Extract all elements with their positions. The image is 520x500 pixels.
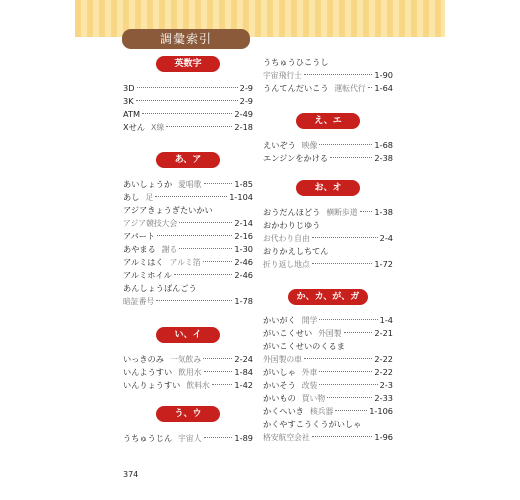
section-o: [263, 180, 393, 271]
entry-page: 1-4: [379, 315, 393, 325]
index-entry: [263, 56, 393, 69]
entry-page: 2-33: [374, 393, 393, 403]
entry-page: 2-4: [379, 233, 393, 243]
index-entry: [263, 82, 393, 95]
index-entry: [263, 69, 393, 82]
section-eisuuji: [123, 56, 253, 134]
entry-meaning: アルミ箔: [169, 258, 201, 267]
entry-page: 2-46: [234, 257, 253, 267]
entry-page: 2-18: [234, 122, 253, 132]
index-entry: [123, 82, 253, 95]
entry-kana: かいがく: [263, 315, 296, 325]
index-entry: [263, 327, 393, 340]
entry-page: 1-90: [374, 70, 393, 80]
index-entry: [123, 243, 253, 256]
entry-page: 1-85: [234, 179, 253, 189]
dot-leader: [204, 371, 233, 372]
dot-leader: [319, 319, 377, 320]
index-entry: [123, 121, 253, 134]
dot-leader: [204, 437, 233, 438]
dot-leader: [327, 397, 372, 398]
entry-meaning: 謝る: [161, 245, 178, 254]
dot-leader: [142, 113, 232, 114]
entry-kana: がいこくせい: [263, 328, 313, 338]
section-a: [123, 152, 253, 308]
dot-leader: [319, 144, 372, 145]
entry-meaning: 宇宙飛行士: [263, 71, 302, 80]
entry-page: 2-22: [374, 367, 393, 377]
entry-meaning: 核兵器: [309, 407, 334, 416]
dot-leader: [335, 410, 367, 411]
index-entry: [123, 230, 253, 243]
entry-kana: いんようすい: [123, 367, 173, 377]
section-header: う、ウ: [156, 406, 220, 422]
entry-page: 2-22: [374, 354, 393, 364]
entry-page: 1-68: [374, 140, 393, 150]
entry-meaning: 一気飲み: [169, 355, 202, 364]
index-entry: [263, 431, 393, 444]
dot-leader: [304, 74, 372, 75]
index-entry: [263, 340, 393, 353]
entry-page: 2-9: [239, 83, 253, 93]
dot-leader: [174, 274, 233, 275]
section-u-cont: [263, 56, 393, 95]
entry-meaning: 改装: [301, 381, 318, 390]
entry-page: 1-30: [234, 244, 253, 254]
dot-leader: [203, 261, 233, 262]
entry-meaning: アジア競技大会: [123, 219, 178, 228]
entry-meaning: 買い物: [301, 394, 326, 403]
dot-leader: [157, 235, 232, 236]
dot-leader: [360, 211, 373, 212]
entry-meaning: 折り返し地点: [263, 260, 310, 269]
dot-leader: [368, 87, 373, 88]
index-entry: [123, 379, 253, 392]
index-entry: [263, 418, 393, 431]
index-entry: [263, 366, 393, 379]
entry-kana: おかわりじゆう: [263, 220, 321, 230]
entry-kana: あんしょうばんごう: [123, 283, 197, 293]
entry-page: 1-64: [374, 83, 393, 93]
index-entry: [123, 108, 253, 121]
index-entry: [123, 366, 253, 379]
entry-meaning: お代わり自由: [263, 234, 310, 243]
entry-meaning: 格安航空会社: [263, 433, 310, 442]
dot-leader: [156, 300, 232, 301]
entry-kana: おりかえしちてん: [263, 246, 329, 256]
entry-page: 1-38: [374, 207, 393, 217]
entry-kana: ATM: [123, 109, 141, 119]
entry-kana: アジアきょうぎたいかい: [123, 205, 213, 215]
entry-page: 2-38: [374, 153, 393, 163]
entry-page: 2-24: [234, 354, 253, 364]
index-entry: [123, 191, 253, 204]
entry-meaning: 開学: [301, 316, 318, 325]
section-ka: [263, 289, 393, 444]
entry-meaning: 外国製の車: [263, 355, 302, 364]
dot-leader: [166, 126, 232, 127]
dot-leader: [179, 248, 232, 249]
section-i: [123, 327, 253, 392]
section-header: 英数字: [156, 56, 220, 72]
index-entry: [263, 258, 393, 271]
index-entry: [263, 206, 393, 219]
entry-meaning: 足: [145, 193, 154, 202]
index-entry: [263, 232, 393, 245]
entry-meaning: 運転代行: [334, 84, 366, 93]
dot-leader: [330, 157, 372, 158]
entry-page: 2-14: [234, 218, 253, 228]
entry-kana: かいそう: [263, 380, 296, 390]
entry-meaning: 外車: [301, 368, 318, 377]
entry-page: 1-104: [229, 192, 253, 202]
index-entry: [263, 392, 393, 405]
entry-meaning: 飲料水: [186, 381, 210, 390]
entry-kana: いっきのみ: [123, 354, 164, 364]
entry-page: 1-89: [234, 433, 253, 443]
entry-page: 1-72: [374, 259, 393, 269]
entry-kana: あいしょうか: [123, 179, 173, 189]
index-entry: [263, 139, 393, 152]
entry-kana: かくやすこうくうがいしゃ: [263, 419, 362, 429]
entry-page: 2-16: [234, 231, 253, 241]
dot-leader: [204, 183, 233, 184]
entry-page: 1-96: [374, 432, 393, 442]
dot-leader: [344, 332, 373, 333]
entry-kana: かいもの: [263, 393, 296, 403]
index-entry: [123, 282, 253, 295]
index-entry: [123, 95, 253, 108]
entry-kana: がいこくせいのくるま: [263, 341, 345, 351]
index-entry: [123, 204, 253, 217]
index-entry: [263, 314, 393, 327]
dot-leader: [312, 436, 373, 437]
entry-page: 2-9: [239, 96, 253, 106]
entry-kana: かくへいき: [263, 406, 304, 416]
dot-leader: [304, 358, 372, 359]
entry-meaning: 暗証番号: [123, 297, 155, 306]
index-entry: [263, 353, 393, 366]
index-entry: [263, 219, 393, 232]
index-entry: [263, 152, 393, 165]
entry-kana: あし: [123, 192, 140, 202]
index-entry: [123, 256, 253, 269]
index-entry: [123, 178, 253, 191]
entry-page: 1-78: [234, 296, 253, 306]
entry-page: 2-3: [379, 380, 393, 390]
entry-kana: うちゅうひこうし: [263, 57, 329, 67]
index-entry: [123, 353, 253, 366]
section-u: [123, 406, 253, 445]
entry-kana: あやまる: [123, 244, 156, 254]
dot-leader: [319, 384, 377, 385]
section-header: か、カ、が、ガ: [288, 289, 368, 305]
dot-leader: [212, 384, 233, 385]
entry-kana: アルミホイル: [123, 270, 172, 280]
entry-page: 1-84: [234, 367, 253, 377]
entry-page: 1-42: [234, 380, 253, 390]
section-header: お、オ: [296, 180, 360, 196]
index-entry: [263, 405, 393, 418]
dot-leader: [137, 87, 238, 88]
entry-kana: がいしゃ: [263, 367, 296, 377]
entry-kana: いんりょうすい: [123, 380, 181, 390]
index-entry: [263, 379, 393, 392]
entry-page: 2-21: [374, 328, 393, 338]
index-entry: [123, 269, 253, 282]
entry-kana: うんてんだいこう: [263, 83, 329, 93]
index-entry: [123, 432, 253, 445]
entry-kana: うちゅうじん: [123, 433, 173, 443]
section-header: え、エ: [296, 113, 360, 129]
entry-kana: アパート: [123, 231, 156, 241]
dot-leader: [312, 263, 373, 264]
section-header: あ、ア: [156, 152, 220, 168]
entry-page: 2-49: [234, 109, 253, 119]
entry-meaning: 外国製: [318, 329, 342, 338]
entry-meaning: 飲用水: [178, 368, 202, 377]
index-entry: [123, 217, 253, 230]
entry-kana: えいぞう: [263, 140, 296, 150]
dot-leader: [203, 358, 232, 359]
page-number: 374: [123, 470, 139, 479]
entry-kana: エンジンをかける: [263, 153, 329, 163]
dot-leader: [312, 237, 378, 238]
entry-page: 1-106: [369, 406, 393, 416]
dot-leader: [155, 196, 227, 197]
dot-leader: [136, 100, 238, 101]
section-header: い、イ: [156, 327, 220, 343]
index-entry: [263, 245, 393, 258]
entry-kana: 3D: [123, 83, 135, 93]
dot-leader: [179, 222, 232, 223]
index-entry: [123, 295, 253, 308]
entry-kana: Xせん: [123, 122, 145, 132]
entry-kana: 3K: [123, 96, 134, 106]
page-title: 調彙索引: [122, 29, 250, 49]
entry-meaning: 愛唱歌: [178, 180, 202, 189]
entry-page: 2-46: [234, 270, 253, 280]
section-e: [263, 113, 393, 165]
dot-leader: [319, 371, 372, 372]
entry-meaning: 横断歩道: [326, 208, 358, 217]
entry-meaning: 宇宙人: [178, 434, 202, 443]
entry-meaning: X線: [150, 123, 165, 132]
entry-kana: おうだんほどう: [263, 207, 321, 217]
entry-kana: アルミはく: [123, 257, 164, 267]
entry-meaning: 映像: [301, 141, 318, 150]
